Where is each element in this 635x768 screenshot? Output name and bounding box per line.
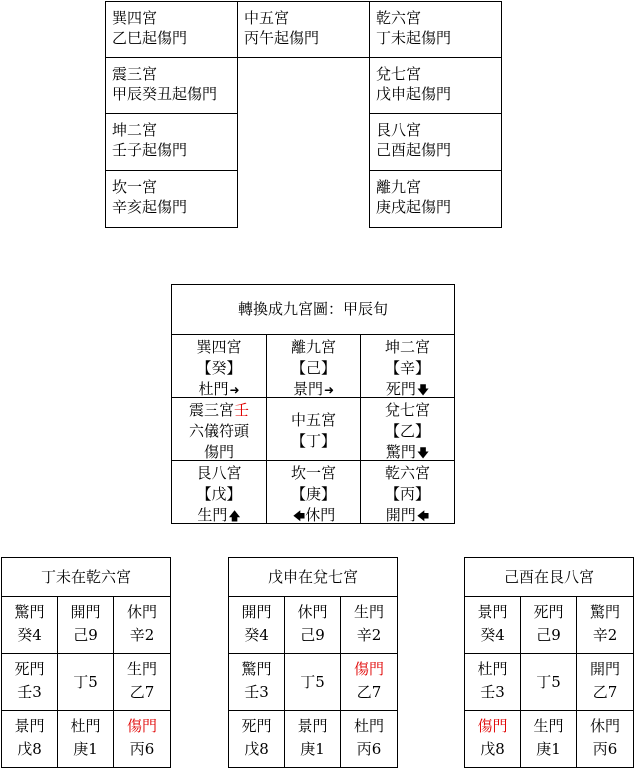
np-note: 六儀符頭: [188, 422, 249, 440]
gate-label: 生門: [126, 660, 157, 678]
gate-label: 休門: [126, 603, 157, 621]
palace-name: 離九宮: [376, 178, 422, 196]
gate-label: 休門: [589, 717, 620, 735]
palace-text: 辛亥起傷門: [112, 198, 188, 216]
top-cell-zhong: [237, 1, 370, 58]
gate-label: 開門: [589, 660, 620, 678]
gate-label: 驚門: [589, 603, 620, 621]
np-gate: 生門: [197, 506, 228, 524]
np-cell-gen: [171, 460, 267, 524]
small-grid-cell: [228, 596, 285, 654]
small-grid-cell: [340, 596, 398, 654]
np-palace-name: 坤二宮: [384, 338, 430, 356]
gate-label: 景門: [14, 717, 45, 735]
small-grid-cell: [57, 710, 114, 768]
stem-number: 己9: [536, 626, 561, 644]
np-cell-xun: [171, 334, 267, 398]
np-cell-dui: [360, 397, 455, 461]
np-palace-name: 乾六宮: [384, 464, 430, 482]
np-stem: 【丁】: [290, 432, 336, 450]
palace-text: 甲辰癸丑起傷門: [112, 85, 218, 103]
stem-number: 丙6: [356, 740, 382, 758]
np-palace-name: 兌七宮: [384, 401, 430, 419]
arrow-up-icon: 🡅: [228, 509, 241, 523]
gate-label: 杜門: [353, 717, 384, 735]
np-cell-kun: [360, 334, 455, 398]
stem-number: 丁5: [300, 673, 325, 691]
np-stem: 【丙】: [384, 485, 430, 503]
np-palace-name: 中五宮: [290, 411, 336, 429]
stem-number: 辛2: [129, 626, 155, 644]
gate-label: 傷門: [477, 717, 508, 735]
small-grid-cell: [464, 596, 521, 654]
gate-label: 開門: [70, 603, 101, 621]
top-cell-kan: [105, 170, 238, 228]
small-grid-cell: [340, 653, 398, 711]
stem-number: 戊8: [244, 740, 269, 758]
np-palace-name: 巽四宮: [196, 338, 242, 356]
np-stem: 【癸】: [196, 359, 242, 377]
stem-number: 壬3: [244, 683, 269, 701]
np-palace-name-line: [172, 400, 266, 421]
gate-label: 傷門: [126, 717, 157, 735]
stem-number: 庚1: [300, 740, 325, 758]
palace-text: 丙午起傷門: [244, 29, 320, 47]
np-stem: 【乙】: [384, 422, 430, 440]
np-gate: 開門: [385, 506, 416, 524]
stem-number: 庚1: [73, 740, 98, 758]
stem-number: 丙6: [129, 740, 155, 758]
small-grid-cell: [113, 653, 171, 711]
palace-name: 中五宮: [244, 9, 290, 27]
small-grid-cell: [57, 596, 114, 654]
stem-number: 乙7: [129, 683, 155, 701]
np-stem: 【戊】: [196, 485, 242, 503]
gate-label: 驚門: [14, 603, 45, 621]
palace-text: 壬子起傷門: [112, 141, 188, 159]
small-grid-cell: [576, 653, 634, 711]
stem-number: 己9: [73, 626, 98, 644]
top-cell-gen: [369, 113, 502, 171]
small-grid-cell: [113, 596, 171, 654]
gate-label: 生門: [533, 717, 564, 735]
small-grid-title: 戊申在兌七宮: [228, 557, 398, 597]
np-palace-name: 離九宮: [290, 338, 336, 356]
np-gate: 傷門: [203, 443, 234, 461]
small-grid-cell: [340, 710, 398, 768]
stem-number: 壬3: [17, 683, 42, 701]
palace-name: 艮八宮: [376, 121, 422, 139]
stem-number: 辛2: [356, 626, 382, 644]
gate-label: 開門: [241, 603, 272, 621]
small-grid-cell: [520, 710, 577, 768]
np-palace-name: 震三宮: [188, 401, 234, 419]
small-grid-cell: [520, 653, 577, 711]
stem-number: 癸4: [17, 626, 42, 644]
palace-name: 坤二宮: [112, 121, 158, 139]
np-stem: 【庚】: [290, 485, 336, 503]
small-grid-cell: [576, 596, 634, 654]
arrow-left-icon: 🡄: [416, 509, 430, 523]
small-grid-cell: [576, 710, 634, 768]
stem-number: 乙7: [356, 683, 382, 701]
gate-label: 杜門: [477, 660, 508, 678]
arrow-left-icon: 🡄: [292, 509, 306, 523]
stem-number: 辛2: [592, 626, 618, 644]
nine-palace-title-text: 轉換成九宮圖：甲辰旬: [237, 300, 388, 318]
top-cell-li: [369, 170, 502, 228]
gate-label: 景門: [477, 603, 508, 621]
top-cell-qian: [369, 1, 502, 58]
np-cell-kan: [266, 460, 361, 524]
np-gate: 杜門: [198, 380, 229, 398]
small-grid-cell: [464, 710, 521, 768]
stem-number: 癸4: [244, 626, 269, 644]
palace-text: 乙巳起傷門: [112, 29, 188, 47]
top-cell-kun: [105, 113, 238, 171]
small-grid-cell: [284, 596, 341, 654]
np-gate: 死門: [385, 380, 416, 398]
small-grid-cell: [1, 596, 58, 654]
small-grid-cell: [1, 710, 58, 768]
stem-number: 丁5: [536, 673, 561, 691]
stem-number: 己9: [300, 626, 325, 644]
gate-label: 死門: [241, 717, 272, 735]
small-grid-cell: [284, 710, 341, 768]
small-grid-cell: [284, 653, 341, 711]
palace-name: 兌七宮: [376, 65, 422, 83]
palace-text: 庚戌起傷門: [376, 198, 452, 216]
nine-palace-title: [171, 284, 455, 335]
small-grid-cell: [57, 653, 114, 711]
palace-name: 坎一宮: [112, 178, 158, 196]
np-cell-li: [266, 334, 361, 398]
gate-label: 杜門: [70, 717, 101, 735]
np-palace-name: 坎一宮: [290, 464, 336, 482]
np-palace-name: 艮八宮: [196, 464, 242, 482]
palace-name: 巽四宮: [112, 9, 158, 27]
top-cell-zhen: [105, 57, 238, 114]
np-gate: 休門: [305, 506, 336, 524]
np-gate: 景門: [292, 380, 323, 398]
small-grid-cell: [520, 596, 577, 654]
palace-text: 丁未起傷門: [376, 29, 452, 47]
stem-number: 丙6: [592, 740, 618, 758]
palace-name: 乾六宮: [376, 9, 422, 27]
gate-label: 傷門: [353, 660, 384, 678]
stem-number: 乙7: [592, 683, 618, 701]
arrow-down-icon: 🡇: [416, 383, 430, 397]
np-stem-red: 壬: [234, 401, 250, 419]
arrow-down-icon: 🡇: [416, 446, 430, 460]
np-cell-qian: [360, 460, 455, 524]
np-gate: 驚門: [385, 443, 416, 461]
stem-number: 壬3: [480, 683, 505, 701]
small-grid-title: 丁未在乾六宮: [1, 557, 171, 597]
stem-number: 庚1: [536, 740, 561, 758]
palace-text: 己酉起傷門: [376, 141, 452, 159]
gate-label: 生門: [353, 603, 384, 621]
np-stem: 【辛】: [384, 359, 430, 377]
gate-label: 驚門: [241, 660, 272, 678]
small-grid-title: 己酉在艮八宮: [464, 557, 634, 597]
small-grid-cell: [464, 653, 521, 711]
gate-label: 休門: [297, 603, 328, 621]
palace-name: 震三宮: [112, 65, 158, 83]
gate-label: 景門: [297, 717, 328, 735]
gate-label: 死門: [533, 603, 564, 621]
np-cell-zhong: [266, 397, 361, 461]
np-cell-zhen: [171, 397, 267, 461]
np-gate-line: [267, 505, 360, 527]
stem-number: 戊8: [17, 740, 42, 758]
top-cell-xun: [105, 1, 238, 58]
np-gate-line: [361, 505, 454, 527]
small-grid-cell: [1, 653, 58, 711]
stem-number: 癸4: [480, 626, 505, 644]
small-grid-cell: [228, 653, 285, 711]
arrow-right-icon: ➜: [323, 383, 335, 397]
stem-number: 丁5: [73, 673, 98, 691]
np-gate-line: [172, 505, 266, 527]
top-cell-dui: [369, 57, 502, 114]
stem-number: 戊8: [480, 740, 505, 758]
np-stem: 【己】: [290, 359, 336, 377]
arrow-right-icon: ➜: [229, 383, 240, 397]
small-grid-cell: [228, 710, 285, 768]
small-grid-cell: [113, 710, 171, 768]
gate-label: 死門: [14, 660, 45, 678]
palace-text: 戊申起傷門: [376, 85, 452, 103]
